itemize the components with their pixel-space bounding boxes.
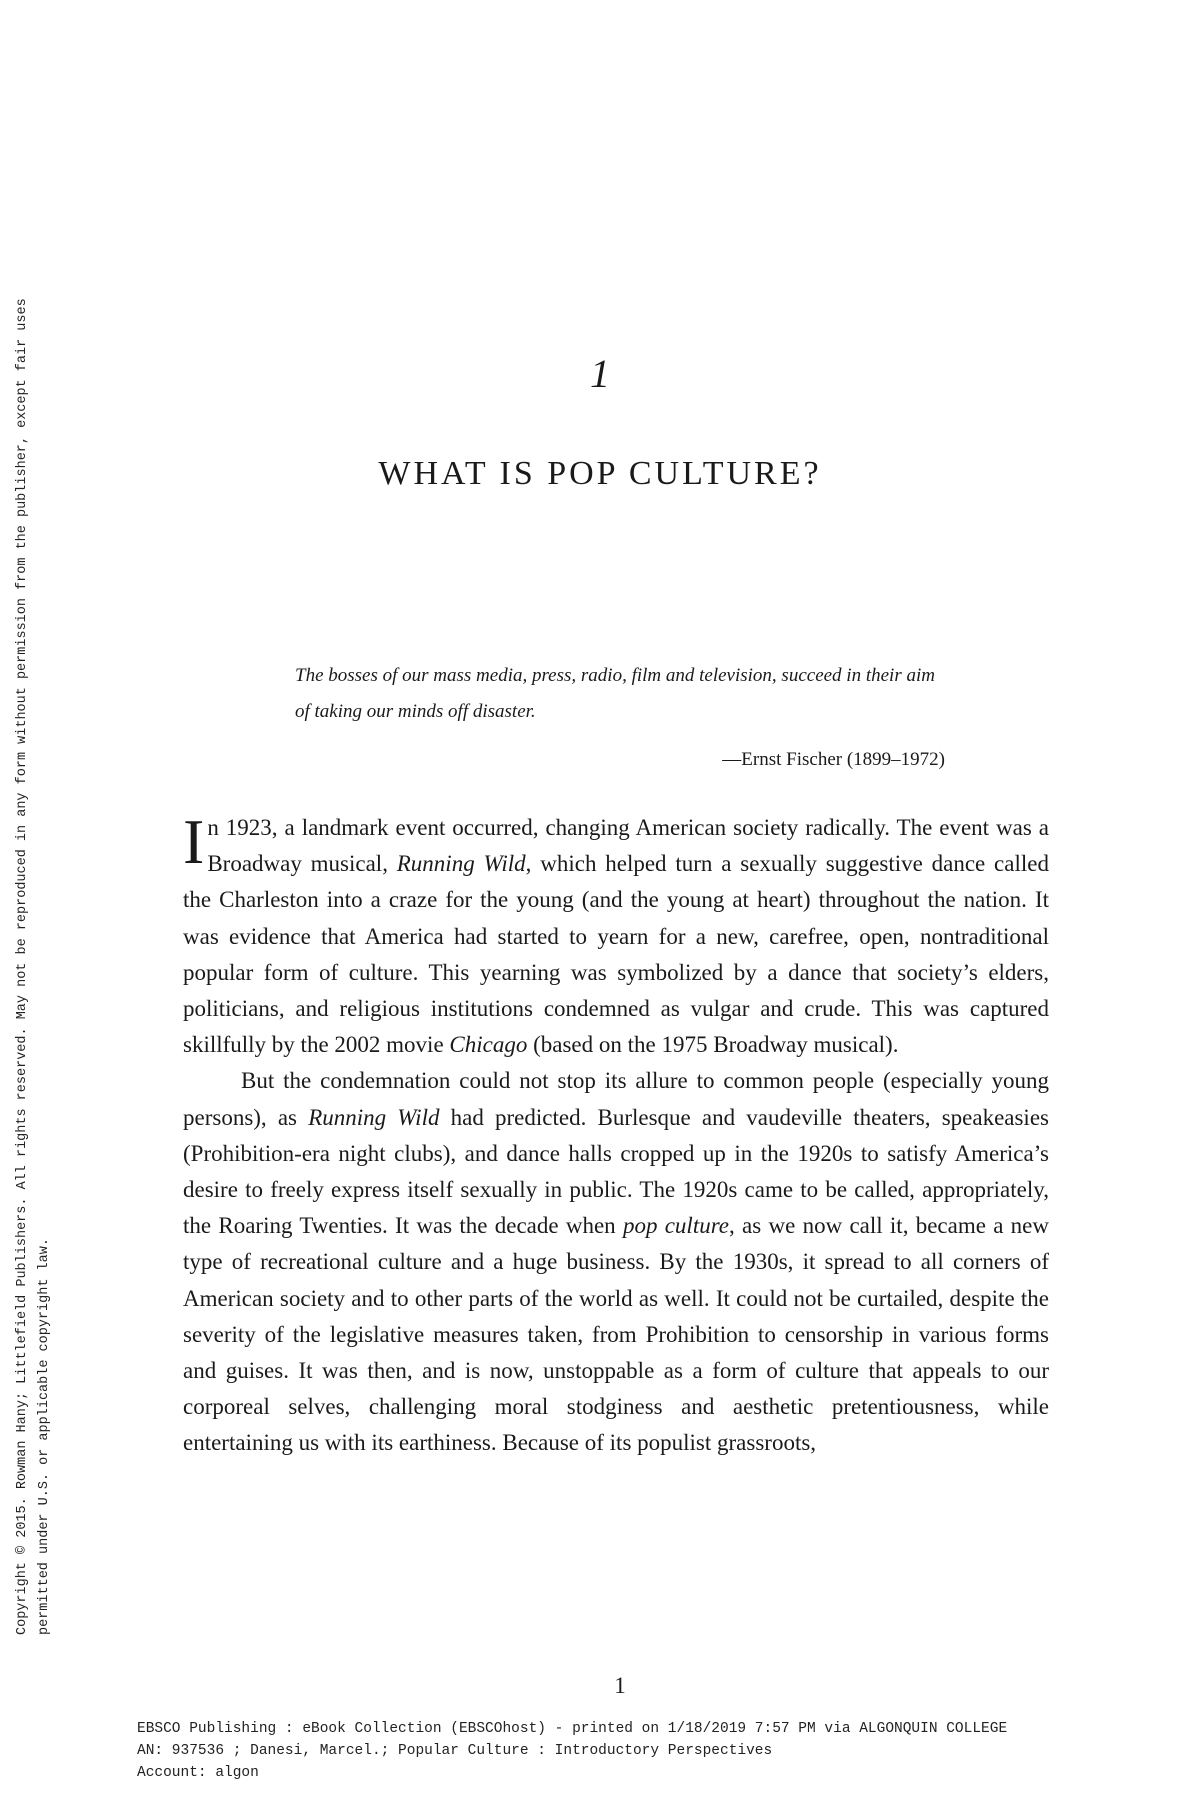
epigraph-quote: The bosses of our mass media, press, radio, film and television, succeed in their aim of taking our minds off disaster. [295,665,935,722]
paragraph-1-text-b: , which helped turn a sexually suggestive dance called the Charleston into a craze for the young (and the young at heart) throughout the nation. It was evidence that America had started to yearn for a new, carefree, open, nontraditional popular form of culture. This yearning was symbolized by a dance that society’s elders, politicians, and religious institutions condemned as vulgar and crude. This was captured skillfully by the 2002 movie [183,851,1049,1058]
term-pop-culture: pop culture [622,1213,730,1239]
footer-line-3: Account: algon [137,1765,259,1781]
paragraph-2-text-a: But the condemnation could not stop its allure to common people (especially young persons), as [183,1068,1049,1130]
footer-line-1: EBSCO Publishing : eBook Collection (EBSCOhost) - printed on 1/18/2019 7:57 PM via ALGONQUIN COLLEGE [137,1721,1008,1737]
paragraph-1 [183,806,1049,1063]
ebsco-footer [137,1718,1007,1784]
drop-cap: I [183,806,205,877]
title-running-wild-2: Running Wild [308,1104,440,1130]
chapter-number: 1 [590,351,610,396]
body-text [183,806,1049,1462]
paragraph-2-text-b: had predicted. Burlesque and vaudeville theaters, speakeasies (Prohibition-era night clubs), and dance halls cropped up in the 1920s to satisfy America’s desire to freely express itself sexually in public. The 1920s came to be called, appropriately, the Roaring Twenties. It was the decade when [183,1104,1049,1239]
paragraph-2-text-c: , as we now call it, became a new type of recreational culture and a huge business. By the 1930s, it spread to all corners of American society and to other parts of the world as well. It could not be curtailed, despite the severity of the legislative measures taken, from Prohibition to censorship in various forms and guises. It was then, and is now, unstoppable as a form of culture that appeals to our corporeal selves, challenging moral stodginess and aesthetic pretentiousness, while entertaining us with its earthiness. Because of its populist grassroots, [183,1213,1049,1456]
epigraph-attribution: —Ernst Fischer (1899–1972) [722,749,945,770]
copyright-line-1: Copyright © 2015. Rowman Hany; Littlefield Publishers. All rights reserved. May not be reproduced in any form without permission from the publisher, except fair uses [15,298,30,1635]
title-running-wild: Running Wild [396,851,526,877]
paragraph-1-text-c: (based on the 1975 Broadway musical). [527,1032,899,1058]
epigraph [295,658,945,778]
page-number: 1 [614,1673,626,1698]
copyright-line-2: permitted under U.S. or applicable copyright law. [37,1238,52,1635]
title-chicago: Chicago [449,1032,528,1058]
paragraph-1-text-a: n 1923, a landmark event occurred, changing American society radically. The event was a Broadway musical, [207,815,1049,877]
footer-line-2: AN: 937536 ; Danesi, Marcel.; Popular Culture : Introductory Perspectives [137,1743,773,1759]
chapter-title: WHAT IS POP CULTURE? [378,455,822,492]
paragraph-2 [183,1063,1049,1461]
